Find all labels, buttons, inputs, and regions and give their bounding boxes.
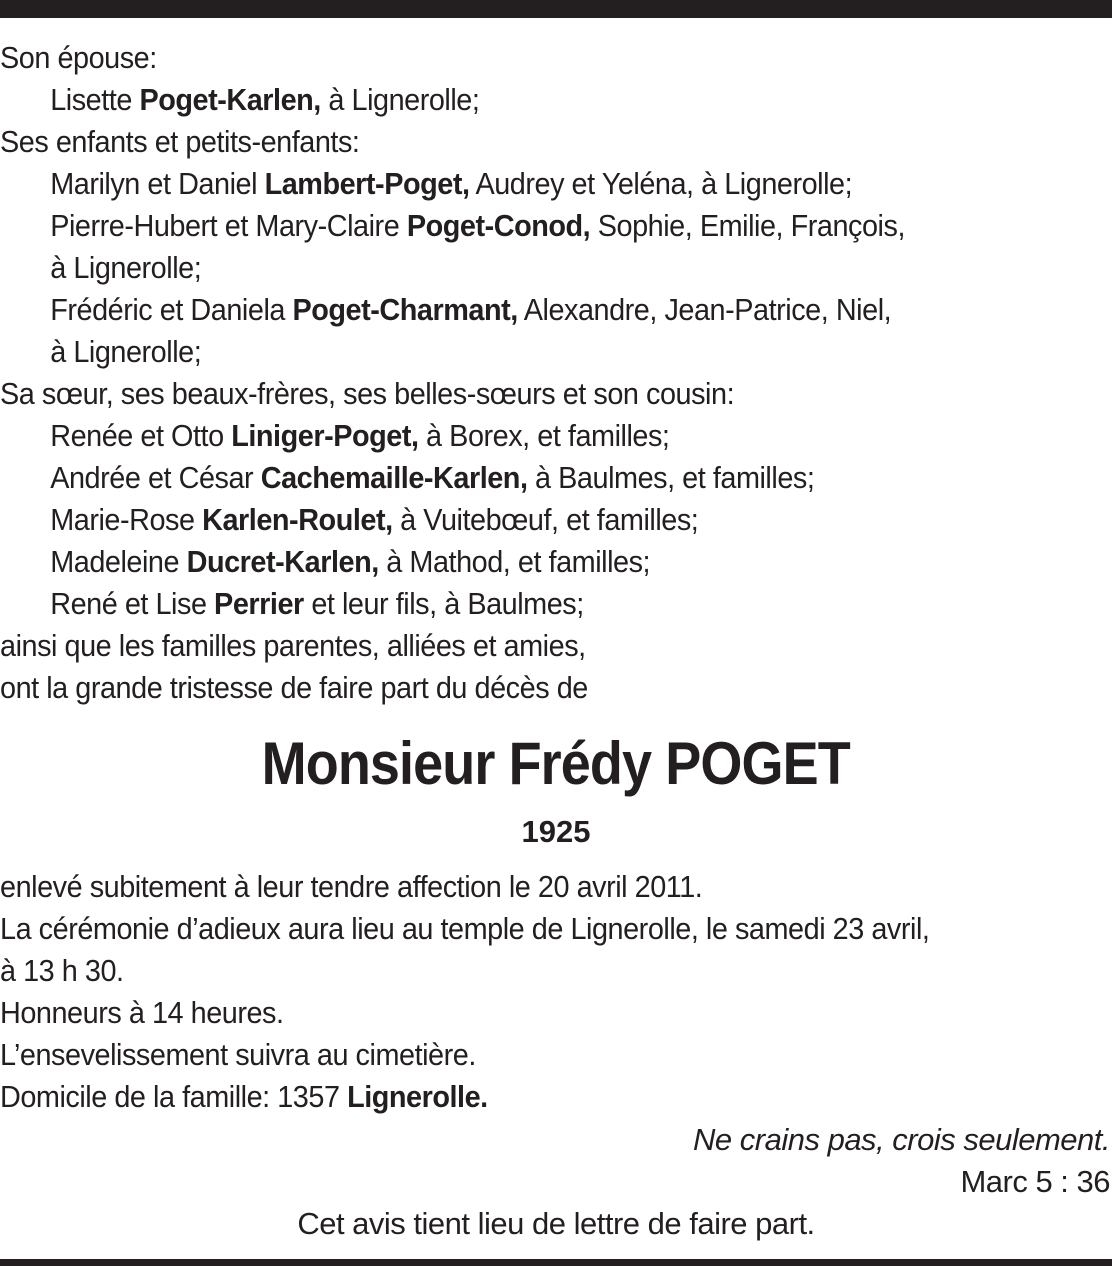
ceremony-line: La cérémonie d’adieux aura lieu au temple de Lignerolle, le samedi 23 avril, [0, 911, 930, 946]
quote-reference: Marc 5 : 36 [960, 1164, 1110, 1199]
children-line: à Lignerolle; [50, 250, 202, 285]
ceremony-time-line: à 13 h 30. [0, 953, 124, 988]
top-border-rule [0, 0, 1112, 18]
deceased-block [0, 726, 1112, 854]
bottom-border-rule [0, 1259, 1112, 1266]
burial-line: L’ensevelissement suivra au cimetière. [0, 1037, 476, 1072]
announcement-line: ont la grande tristesse de faire part du décès de [0, 670, 588, 705]
honours-line: Honneurs à 14 heures. [0, 995, 284, 1030]
children-line: Frédéric et Daniela Poget-Charmant, Alexandre, Jean-Patrice, Niel, [50, 292, 892, 327]
spouse-heading: Son épouse: [0, 40, 157, 75]
children-line: Pierre-Hubert et Mary-Claire Poget-Conod, Sophie, Emilie, François, [50, 208, 905, 243]
siblings-line: Andrée et César Cachemaille-Karlen, à Baulmes, et familles; [50, 460, 815, 495]
families-line: ainsi que les familles parentes, alliées et amies, [0, 628, 586, 663]
children-line: Marilyn et Daniel Lambert-Poget, Audrey et Yeléna, à Lignerolle; [50, 166, 853, 201]
family-list [0, 37, 1110, 709]
spouse-line: Lisette Poget-Karlen, à Lignerolle; [50, 82, 480, 117]
siblings-line: Renée et Otto Liniger-Poget, à Borex, et familles; [50, 418, 670, 453]
domicile-line: Domicile de la famille: 1357 Lignerolle. [0, 1079, 488, 1114]
children-heading: Ses enfants et petits-enfants: [0, 124, 360, 159]
quote-verse: Ne crains pas, crois seulement. [693, 1122, 1110, 1157]
birth-year: 1925 [521, 814, 591, 849]
ceremony-details [0, 866, 1110, 1118]
deceased-name: Monsieur Frédy POGET [261, 730, 851, 797]
siblings-line: Madeleine Ducret-Karlen, à Mathod, et familles; [50, 544, 651, 579]
siblings-line: René et Lise Perrier et leur fils, à Baulmes; [50, 586, 584, 621]
siblings-heading: Sa sœur, ses beaux-frères, ses belles-sœurs et son cousin: [0, 376, 735, 411]
children-line: à Lignerolle; [50, 334, 202, 369]
siblings-line: Marie-Rose Karlen-Roulet, à Vuitebœuf, et familles; [50, 502, 699, 537]
scripture-quote [693, 1119, 1110, 1203]
death-date-line: enlevé subitement à leur tendre affection le 20 avril 2011. [0, 869, 703, 904]
closing-note: Cet avis tient lieu de lettre de faire part. [297, 1206, 815, 1241]
